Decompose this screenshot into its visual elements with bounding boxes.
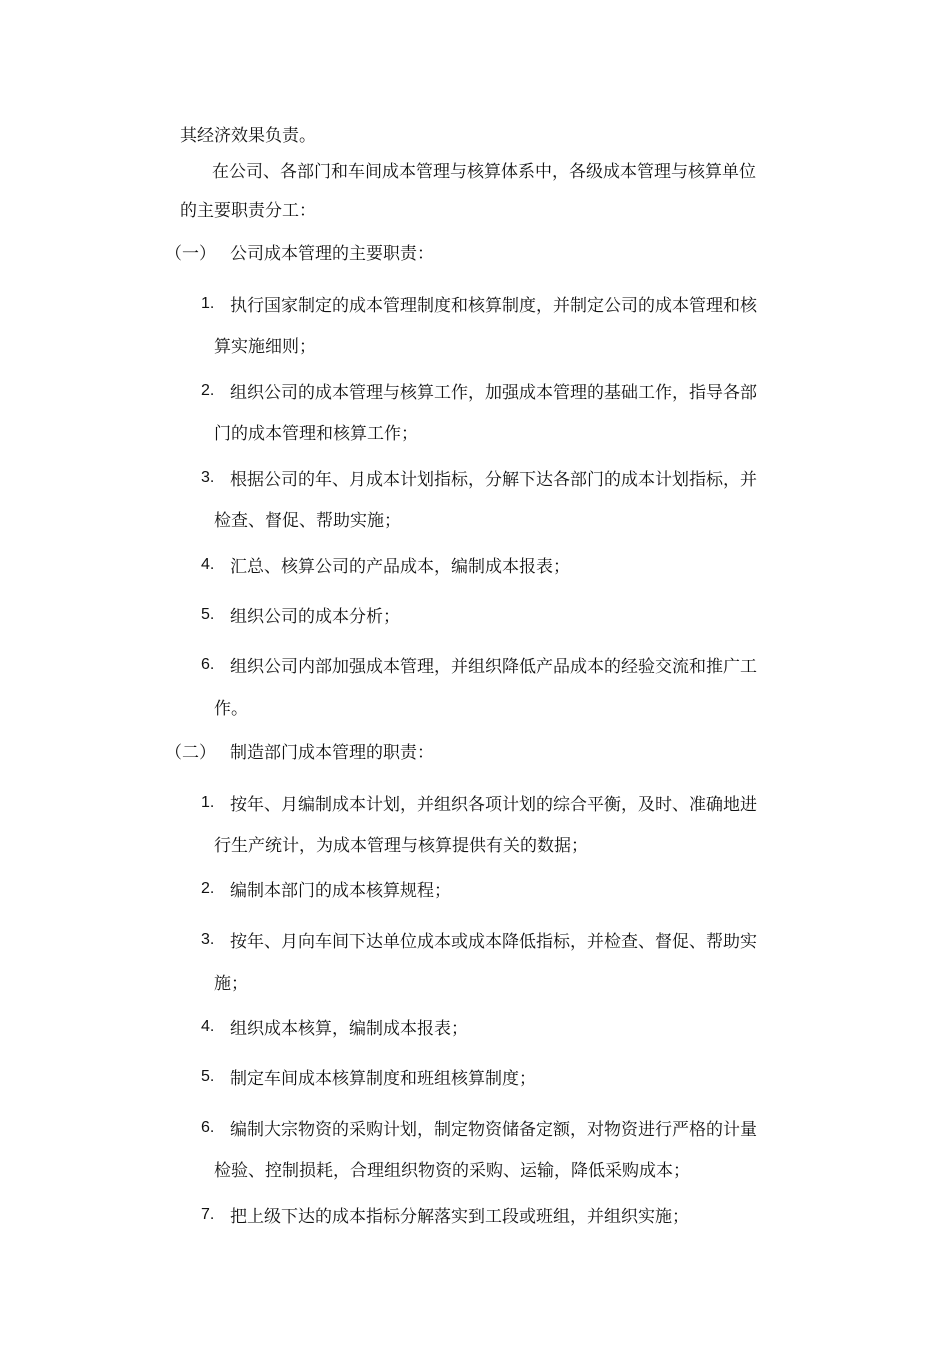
section-2-marker: （二） — [165, 743, 216, 763]
s2-item-1-line-2: 行生产统计，为成本管理与核算提供有关的数据； — [214, 836, 588, 856]
s2-item-5-line-1: 制定车间成本核算制度和班组核算制度； — [230, 1069, 536, 1089]
s2-item-7-line-1: 把上级下达的成本指标分解落实到工段或班组，并组织实施； — [230, 1207, 689, 1227]
s1-item-1-line-2: 算实施细则； — [214, 337, 316, 357]
s2-item-2-number: 2. — [201, 880, 215, 897]
s1-item-6-line-2: 作。 — [214, 699, 248, 719]
s2-item-4-line-1: 组织成本核算，编制成本报表； — [230, 1019, 468, 1039]
intro-line-2: 在公司、各部门和车间成本管理与核算体系中，各级成本管理与核算单位 — [212, 162, 756, 182]
s1-item-6-number: 6. — [201, 656, 215, 673]
s1-item-2-line-1: 组织公司的成本管理与核算工作，加强成本管理的基础工作，指导各部 — [230, 383, 757, 403]
section-1-title: 公司成本管理的主要职责： — [230, 244, 434, 264]
s2-item-5-number: 5. — [201, 1068, 215, 1085]
s1-item-5-line-1: 组织公司的成本分析； — [230, 607, 400, 627]
s2-item-3-number: 3. — [201, 931, 215, 948]
s1-item-4-number: 4. — [201, 556, 215, 573]
s1-item-6-line-1: 组织公司内部加强成本管理，并组织降低产品成本的经验交流和推广工 — [230, 657, 757, 677]
s1-item-3-line-2: 检查、督促、帮助实施； — [214, 511, 401, 531]
s2-item-3-line-2: 施； — [214, 974, 248, 994]
section-2-title: 制造部门成本管理的职责： — [230, 743, 434, 763]
s2-item-2-line-1: 编制本部门的成本核算规程； — [230, 881, 451, 901]
intro-line-1: 其经济效果负责。 — [180, 126, 316, 146]
intro-line-3: 的主要职责分工： — [180, 201, 316, 221]
s1-item-2-line-2: 门的成本管理和核算工作； — [214, 424, 418, 444]
s1-item-4-line-1: 汇总、核算公司的产品成本，编制成本报表； — [230, 557, 570, 577]
s1-item-5-number: 5. — [201, 606, 215, 623]
s1-item-2-number: 2. — [201, 382, 215, 399]
s2-item-3-line-1: 按年、月向车间下达单位成本或成本降低指标，并检查、督促、帮助实 — [230, 932, 757, 952]
s1-item-3-number: 3. — [201, 469, 215, 486]
s2-item-1-line-1: 按年、月编制成本计划，并组织各项计划的综合平衡，及时、准确地进 — [230, 795, 757, 815]
s2-item-7-number: 7. — [201, 1206, 215, 1223]
s2-item-4-number: 4. — [201, 1018, 215, 1035]
s2-item-6-line-2: 检验、控制损耗，合理组织物资的采购、运输，降低采购成本； — [214, 1161, 690, 1181]
s1-item-1-line-1: 执行国家制定的成本管理制度和核算制度，并制定公司的成本管理和核 — [230, 296, 757, 316]
s1-item-1-number: 1. — [201, 295, 215, 312]
s2-item-1-number: 1. — [201, 794, 215, 811]
section-1-marker: （一） — [165, 244, 216, 264]
s2-item-6-number: 6. — [201, 1119, 215, 1136]
s1-item-3-line-1: 根据公司的年、月成本计划指标，分解下达各部门的成本计划指标，并 — [230, 470, 757, 490]
s2-item-6-line-1: 编制大宗物资的采购计划，制定物资储备定额，对物资进行严格的计量 — [230, 1120, 757, 1140]
